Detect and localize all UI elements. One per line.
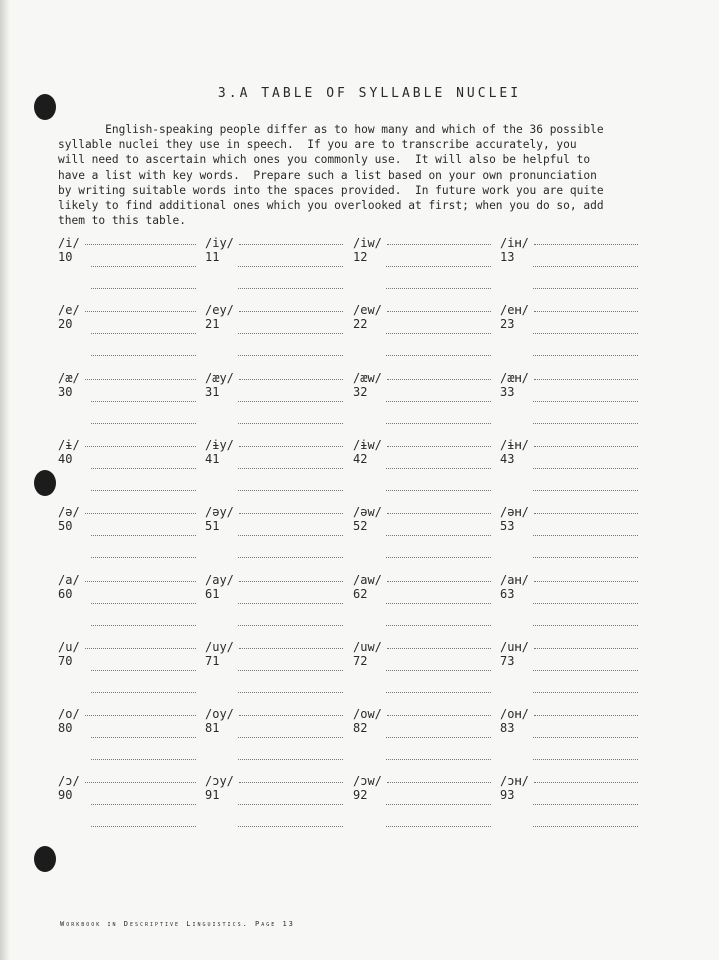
nucleus-cell	[205, 236, 345, 302]
keyword-blank-line[interactable]	[91, 737, 196, 738]
page-title: 3.A TABLE OF SYLLABLE NUCLEI	[217, 86, 522, 101]
nucleus-cell	[58, 640, 198, 706]
keyword-blank-line[interactable]	[533, 535, 638, 536]
nucleus-cell	[58, 371, 198, 437]
nucleus-symbol: /æʜ/	[500, 370, 529, 385]
nucleus-number: 91	[205, 788, 220, 803]
keyword-blank-line[interactable]	[239, 311, 343, 312]
nucleus-number: 93	[500, 788, 515, 803]
nucleus-number: 20	[58, 317, 73, 332]
keyword-blank-line[interactable]	[533, 603, 638, 604]
keyword-blank-line[interactable]	[238, 355, 343, 356]
nucleus-cell	[353, 640, 493, 706]
keyword-blank-line[interactable]	[91, 423, 196, 424]
keyword-blank-line[interactable]	[386, 557, 491, 558]
keyword-blank-line[interactable]	[238, 625, 343, 626]
nucleus-symbol: /iy/	[205, 236, 234, 250]
keyword-blank-line[interactable]	[387, 715, 491, 716]
nucleus-cell	[353, 707, 493, 773]
keyword-blank-line[interactable]	[387, 782, 491, 783]
keyword-blank-line[interactable]	[533, 333, 638, 334]
intro-paragraph: English-speaking people differ as to how many and which of the 36 possible syllable nuclei they use in speech. If you are to transcribe accurately, you will need to ascertain which ones you commonly use. It will also be helpful to have a list with key words. Prepare such a list based on your own pronunciation by writing suitable words into the spaces provided. In future work you are quite likely to find additional ones which you overlooked at first; when you do so, add them to this table.	[58, 123, 604, 228]
keyword-blank-line[interactable]	[386, 603, 491, 604]
nucleus-number: 61	[205, 586, 220, 601]
nucleus-cell	[353, 371, 493, 437]
nucleus-cell	[205, 707, 345, 773]
keyword-blank-line[interactable]	[386, 288, 491, 289]
nucleus-cell	[500, 236, 640, 302]
keyword-blank-line[interactable]	[91, 266, 196, 267]
nucleus-symbol: /aw/	[353, 572, 382, 587]
nucleus-cell	[500, 640, 640, 706]
punch-hole	[34, 846, 56, 872]
keyword-blank-line[interactable]	[238, 804, 343, 805]
nucleus-number: 60	[58, 586, 73, 601]
nucleus-number: 41	[205, 451, 220, 466]
keyword-blank-line[interactable]	[238, 557, 343, 558]
keyword-blank-line[interactable]	[386, 333, 491, 334]
nucleus-symbol: /aʜ/	[500, 572, 529, 587]
keyword-blank-line[interactable]	[91, 333, 196, 334]
nucleus-number: 42	[353, 451, 368, 466]
page-footer: Workbook in Descriptive Linguistics. Page 13	[60, 920, 295, 928]
keyword-blank-line[interactable]	[238, 759, 343, 760]
keyword-blank-line[interactable]	[85, 513, 197, 514]
nucleus-symbol: /ɨʜ/	[500, 437, 529, 452]
nucleus-symbol: /ɔ/	[58, 774, 80, 789]
keyword-blank-line[interactable]	[533, 355, 638, 356]
keyword-blank-line[interactable]	[238, 468, 343, 469]
keyword-blank-line[interactable]	[91, 804, 196, 805]
nucleus-cell	[353, 438, 493, 504]
nucleus-number: 11	[205, 250, 220, 264]
nucleus-cell	[500, 573, 640, 639]
keyword-blank-line[interactable]	[239, 715, 343, 716]
keyword-blank-line[interactable]	[533, 737, 638, 738]
keyword-blank-line[interactable]	[85, 648, 197, 649]
keyword-blank-line[interactable]	[238, 603, 343, 604]
nucleus-symbol: /ew/	[353, 303, 382, 318]
keyword-blank-line[interactable]	[238, 535, 343, 536]
nucleus-symbol: /i/	[58, 236, 80, 250]
nucleus-cell	[205, 505, 345, 571]
keyword-blank-line[interactable]	[534, 379, 638, 380]
keyword-blank-line[interactable]	[533, 625, 638, 626]
keyword-blank-line[interactable]	[386, 625, 491, 626]
nucleus-cell	[58, 774, 198, 840]
nucleus-cell	[58, 303, 198, 369]
keyword-blank-line[interactable]	[387, 311, 491, 312]
keyword-blank-line[interactable]	[85, 244, 197, 245]
nucleus-number: 43	[500, 451, 515, 466]
nucleus-cell	[58, 573, 198, 639]
nucleus-symbol: /uy/	[205, 639, 234, 654]
keyword-blank-line[interactable]	[533, 401, 638, 402]
keyword-blank-line[interactable]	[239, 513, 343, 514]
nucleus-number: 10	[58, 250, 73, 264]
nucleus-symbol: /ɨy/	[205, 437, 234, 452]
keyword-blank-line[interactable]	[85, 446, 197, 447]
keyword-blank-line[interactable]	[533, 759, 638, 760]
keyword-blank-line[interactable]	[386, 423, 491, 424]
keyword-blank-line[interactable]	[91, 625, 196, 626]
keyword-blank-line[interactable]	[533, 423, 638, 424]
nucleus-number: 31	[205, 384, 220, 399]
keyword-blank-line[interactable]	[387, 581, 491, 582]
keyword-blank-line[interactable]	[91, 401, 196, 402]
nucleus-symbol: /iʜ/	[500, 236, 529, 250]
keyword-blank-line[interactable]	[387, 244, 491, 245]
keyword-blank-line[interactable]	[91, 759, 196, 760]
keyword-blank-line[interactable]	[534, 648, 638, 649]
nucleus-symbol: /ɨw/	[353, 437, 382, 452]
nucleus-number: 80	[58, 721, 73, 736]
keyword-blank-line[interactable]	[85, 782, 197, 783]
nucleus-symbol: /uw/	[353, 639, 382, 654]
keyword-blank-line[interactable]	[91, 535, 196, 536]
keyword-blank-line[interactable]	[534, 311, 638, 312]
nucleus-symbol: /ɔy/	[205, 774, 234, 789]
nucleus-cell	[58, 707, 198, 773]
keyword-blank-line[interactable]	[387, 648, 491, 649]
keyword-blank-line[interactable]	[85, 379, 197, 380]
nucleus-cell	[58, 505, 198, 571]
nucleus-number: 50	[58, 519, 73, 534]
keyword-blank-line[interactable]	[91, 490, 196, 491]
nucleus-cell	[500, 707, 640, 773]
nucleus-number: 90	[58, 788, 73, 803]
keyword-blank-line[interactable]	[386, 355, 491, 356]
nucleus-number: 63	[500, 586, 515, 601]
nucleus-cell	[500, 303, 640, 369]
nucleus-number: 83	[500, 721, 515, 736]
nucleus-cell	[353, 303, 493, 369]
keyword-blank-line[interactable]	[533, 468, 638, 469]
keyword-blank-line[interactable]	[91, 288, 196, 289]
nucleus-cell	[205, 774, 345, 840]
nucleus-symbol: /oy/	[205, 707, 234, 722]
keyword-blank-line[interactable]	[387, 513, 491, 514]
nucleus-number: 51	[205, 519, 220, 534]
nucleus-cell	[205, 303, 345, 369]
keyword-blank-line[interactable]	[386, 759, 491, 760]
nucleus-symbol: /əʜ/	[500, 505, 529, 520]
nucleus-symbol: /ow/	[353, 707, 382, 722]
nucleus-number: 33	[500, 384, 515, 399]
keyword-blank-line[interactable]	[533, 804, 638, 805]
keyword-blank-line[interactable]	[386, 468, 491, 469]
keyword-blank-line[interactable]	[239, 648, 343, 649]
nucleus-symbol: /ə/	[58, 505, 80, 520]
keyword-blank-line[interactable]	[91, 826, 196, 827]
keyword-blank-line[interactable]	[386, 490, 491, 491]
keyword-blank-line[interactable]	[239, 581, 343, 582]
keyword-blank-line[interactable]	[91, 692, 196, 693]
keyword-blank-line[interactable]	[533, 266, 638, 267]
keyword-blank-line[interactable]	[534, 782, 638, 783]
keyword-blank-line[interactable]	[533, 288, 638, 289]
nucleus-symbol: /e/	[58, 303, 80, 318]
keyword-blank-line[interactable]	[386, 737, 491, 738]
nucleus-cell	[500, 438, 640, 504]
keyword-blank-line[interactable]	[533, 670, 638, 671]
nucleus-symbol: /o/	[58, 707, 80, 722]
keyword-blank-line[interactable]	[85, 311, 197, 312]
keyword-blank-line[interactable]	[534, 244, 638, 245]
keyword-blank-line[interactable]	[386, 535, 491, 536]
keyword-blank-line[interactable]	[91, 670, 196, 671]
nucleus-number: 82	[353, 721, 368, 736]
nucleus-number: 72	[353, 653, 368, 668]
nucleus-cell	[58, 438, 198, 504]
nucleus-number: 12	[353, 250, 368, 264]
nucleus-cell	[205, 640, 345, 706]
keyword-blank-line[interactable]	[534, 715, 638, 716]
nucleus-symbol: /ɨ/	[58, 437, 80, 452]
nucleus-number: 40	[58, 451, 73, 466]
keyword-blank-line[interactable]	[534, 446, 638, 447]
keyword-blank-line[interactable]	[85, 581, 197, 582]
keyword-blank-line[interactable]	[238, 333, 343, 334]
nucleus-symbol: /ɔw/	[353, 774, 382, 789]
keyword-blank-line[interactable]	[238, 423, 343, 424]
keyword-blank-line[interactable]	[386, 266, 491, 267]
keyword-blank-line[interactable]	[386, 670, 491, 671]
keyword-blank-line[interactable]	[533, 490, 638, 491]
nucleus-cell	[205, 573, 345, 639]
nucleus-number: 73	[500, 653, 515, 668]
keyword-blank-line[interactable]	[533, 826, 638, 827]
nucleus-symbol: /oʜ/	[500, 707, 529, 722]
keyword-blank-line[interactable]	[238, 826, 343, 827]
keyword-blank-line[interactable]	[534, 513, 638, 514]
keyword-blank-line[interactable]	[91, 355, 196, 356]
keyword-blank-line[interactable]	[239, 446, 343, 447]
nucleus-number: 22	[353, 317, 368, 332]
keyword-blank-line[interactable]	[239, 244, 343, 245]
nucleus-number: 30	[58, 384, 73, 399]
keyword-blank-line[interactable]	[238, 266, 343, 267]
nucleus-symbol: /uʜ/	[500, 639, 529, 654]
nucleus-number: 92	[353, 788, 368, 803]
nucleus-number: 62	[353, 586, 368, 601]
nucleus-cell	[500, 774, 640, 840]
nucleus-symbol: /əy/	[205, 505, 234, 520]
keyword-blank-line[interactable]	[386, 401, 491, 402]
nucleus-symbol: /a/	[58, 572, 80, 587]
keyword-blank-line[interactable]	[238, 401, 343, 402]
nucleus-cell	[353, 774, 493, 840]
nucleus-symbol: /æ/	[58, 370, 80, 385]
keyword-blank-line[interactable]	[386, 692, 491, 693]
keyword-blank-line[interactable]	[239, 782, 343, 783]
nucleus-number: 52	[353, 519, 368, 534]
nucleus-number: 70	[58, 653, 73, 668]
keyword-blank-line[interactable]	[386, 826, 491, 827]
nucleus-symbol: /ɔʜ/	[500, 774, 529, 789]
punch-hole	[34, 470, 56, 496]
keyword-blank-line[interactable]	[387, 446, 491, 447]
keyword-blank-line[interactable]	[533, 557, 638, 558]
keyword-blank-line[interactable]	[533, 692, 638, 693]
nucleus-cell	[500, 505, 640, 571]
nucleus-cell	[353, 505, 493, 571]
nucleus-cell	[353, 236, 493, 302]
nucleus-cell	[205, 371, 345, 437]
nucleus-cell	[353, 573, 493, 639]
keyword-blank-line[interactable]	[238, 288, 343, 289]
nucleus-number: 71	[205, 653, 220, 668]
nucleus-number: 32	[353, 384, 368, 399]
nucleus-number: 81	[205, 721, 220, 736]
keyword-blank-line[interactable]	[387, 379, 491, 380]
keyword-blank-line[interactable]	[238, 490, 343, 491]
keyword-blank-line[interactable]	[85, 715, 197, 716]
nucleus-symbol: /ey/	[205, 303, 234, 318]
keyword-blank-line[interactable]	[386, 804, 491, 805]
nucleus-symbol: /æy/	[205, 370, 234, 385]
keyword-blank-line[interactable]	[91, 557, 196, 558]
keyword-blank-line[interactable]	[238, 670, 343, 671]
nucleus-cell	[205, 438, 345, 504]
keyword-blank-line[interactable]	[239, 379, 343, 380]
nucleus-number: 21	[205, 317, 220, 332]
keyword-blank-line[interactable]	[534, 581, 638, 582]
nucleus-symbol: /iw/	[353, 236, 382, 250]
nucleus-cell	[500, 371, 640, 437]
nucleus-symbol: /əw/	[353, 505, 382, 520]
nucleus-symbol: /ay/	[205, 572, 234, 587]
keyword-blank-line[interactable]	[238, 692, 343, 693]
keyword-blank-line[interactable]	[91, 468, 196, 469]
keyword-blank-line[interactable]	[238, 737, 343, 738]
nucleus-symbol: /eʜ/	[500, 303, 529, 318]
keyword-blank-line[interactable]	[91, 603, 196, 604]
nucleus-number: 23	[500, 317, 515, 332]
nucleus-symbol: /æw/	[353, 370, 382, 385]
nucleus-number: 13	[500, 250, 515, 264]
nucleus-symbol: /u/	[58, 639, 80, 654]
nucleus-number: 53	[500, 519, 515, 534]
page-edge	[0, 0, 10, 960]
nucleus-cell	[58, 236, 198, 302]
